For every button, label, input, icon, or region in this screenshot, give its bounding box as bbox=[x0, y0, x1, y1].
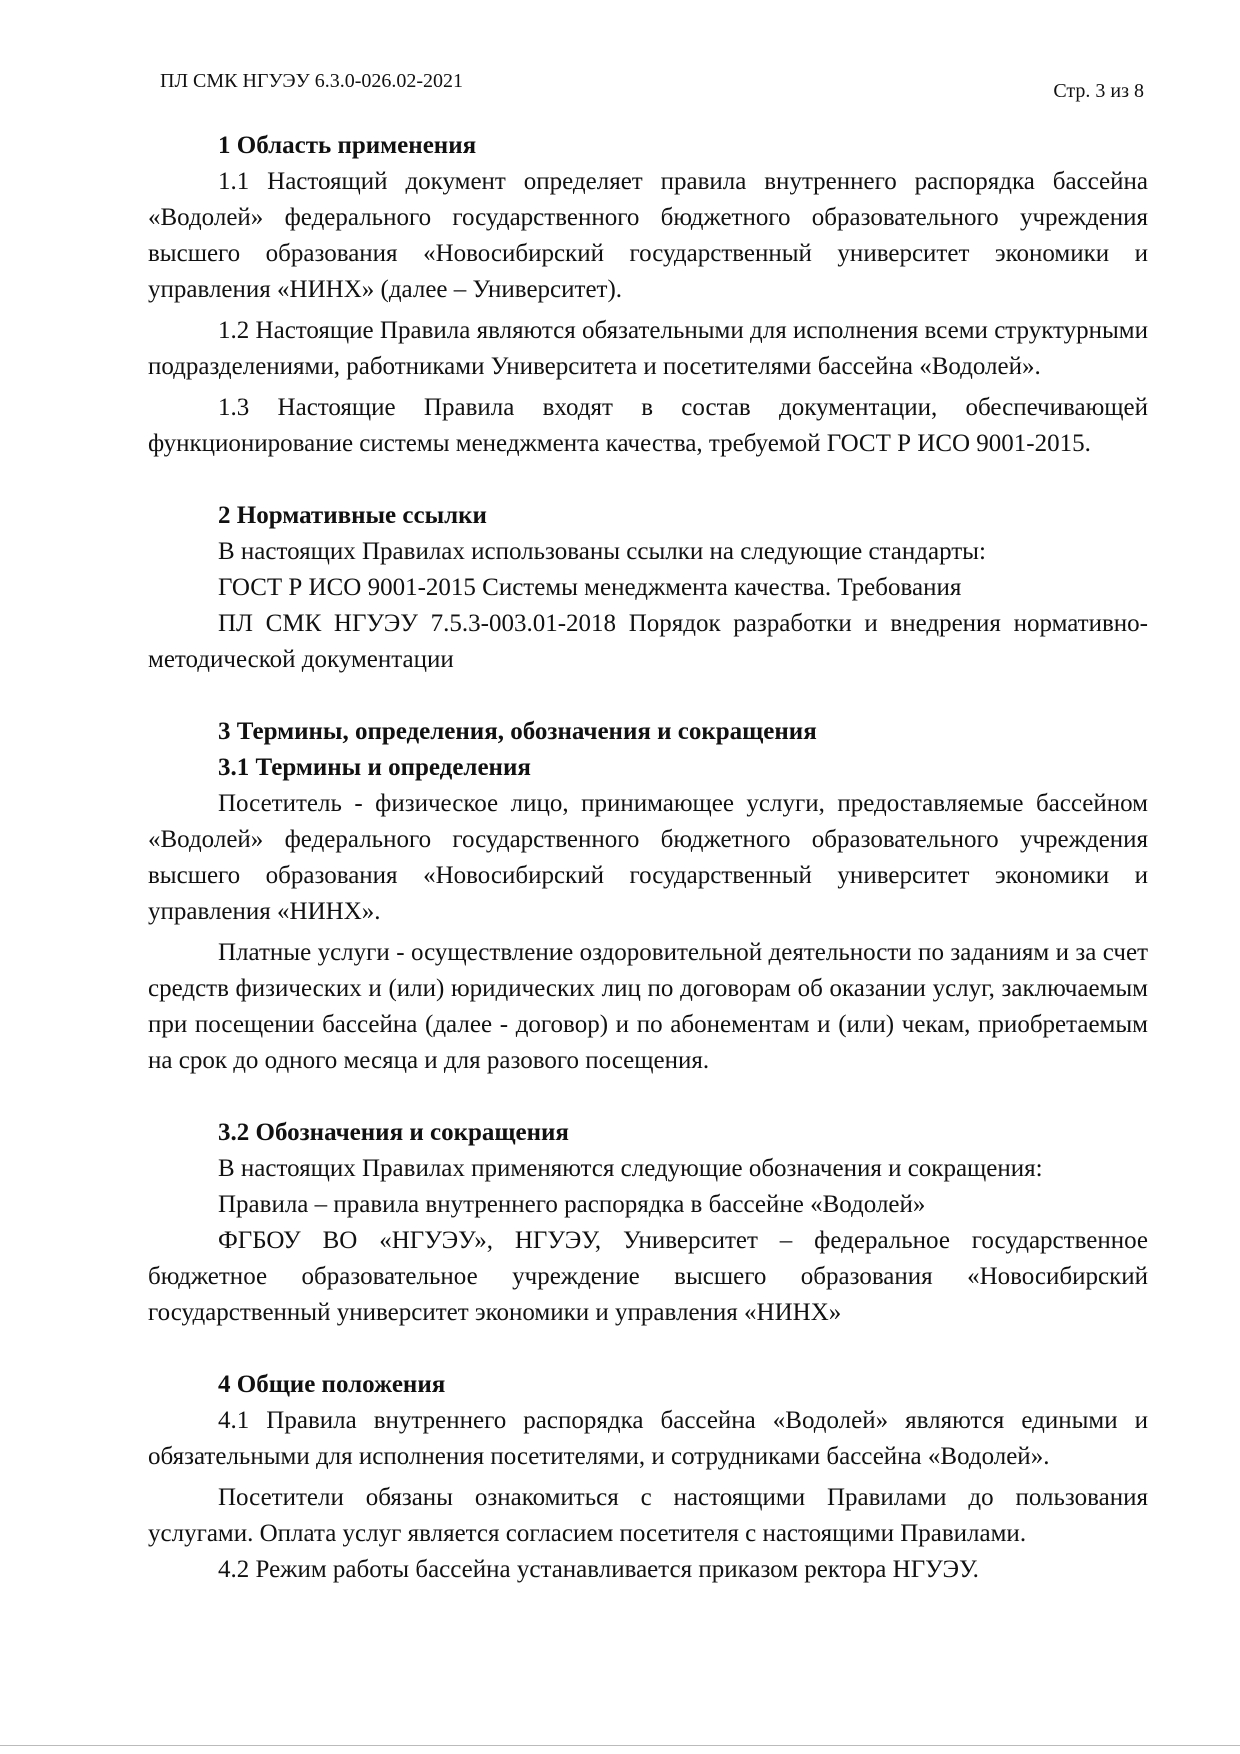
paragraph-3-1-paid-services: Платные услуги - осуществление оздоровительной деятельности по заданиям и за счет средств физических и (или) юридических лиц по договорам об оказании услуг, заключаемым при посещении бассейна (далее - договор) и по абонементам и (или) чекам, приобретаемым на срок до одного месяца и для разового посещения. bbox=[148, 939, 1148, 1074]
section-1-heading: 1 Область применения bbox=[218, 132, 477, 159]
section-3-heading: 3 Термины, определения, обозначения и сокращения bbox=[218, 718, 817, 745]
paragraph-3-2-rules: Правила – правила внутреннего распорядка в бассейне «Водолей» bbox=[218, 1191, 926, 1218]
paragraph-2-ref-2: ПЛ СМК НГУЭУ 7.5.3-003.01-2018 Порядок разработки и внедрения нормативно-методической документации bbox=[148, 610, 1148, 673]
bottom-scan-edge bbox=[0, 1745, 1240, 1746]
paragraph-1-3: 1.3 Настоящие Правила входят в состав документации, обеспечивающей функционирование системы менеджмента качества, требуемой ГОСТ Р ИСО 9001-2015. bbox=[148, 394, 1148, 457]
subsection-3-1-heading: 3.1 Термины и определения bbox=[218, 754, 531, 781]
paragraph-4-1-visitors: Посетители обязаны ознакомиться с настоящими Правилами до пользования услугами. Оплата услуг является согласием посетителя с настоящими Правилами. bbox=[148, 1484, 1148, 1547]
paragraph-3-2-intro: В настоящих Правилах применяются следующие обозначения и сокращения: bbox=[218, 1155, 1043, 1182]
section-2-heading: 2 Нормативные ссылки bbox=[218, 502, 487, 529]
section-4-heading: 4 Общие положения bbox=[218, 1371, 446, 1398]
paragraph-2-ref-1: ГОСТ Р ИСО 9001-2015 Системы менеджмента качества. Требования bbox=[218, 574, 962, 601]
document-code: ПЛ СМК НГУЭУ 6.3.0-026.02-2021 bbox=[160, 70, 464, 92]
paragraph-4-1: 4.1 Правила внутреннего распорядка бассейна «Водолей» являются едиными и обязательными для исполнения посетителями, и сотрудниками бассейна «Водолей». bbox=[148, 1407, 1148, 1470]
paragraph-3-2-university: ФГБОУ ВО «НГУЭУ», НГУЭУ, Университет – федеральное государственное бюджетное образовательное учреждение высшего образования «Новосибирский государственный университет экономики и управления «НИНХ» bbox=[148, 1227, 1148, 1326]
document-body bbox=[148, 128, 1148, 1588]
paragraph-1-1: 1.1 Настоящий документ определяет правила внутреннего распорядка бассейна «Водолей» федерального государственного бюджетного образовательного учреждения высшего образования «Новосибирский государственный университет экономики и управления «НИНХ» (далее – Университет). bbox=[148, 168, 1148, 303]
paragraph-2-intro: В настоящих Правилах использованы ссылки на следующие стандарты: bbox=[218, 538, 986, 565]
paragraph-4-2: 4.2 Режим работы бассейна устанавливается приказом ректора НГУЭУ. bbox=[218, 1556, 979, 1583]
subsection-3-2-heading: 3.2 Обозначения и сокращения bbox=[218, 1119, 569, 1146]
paragraph-3-1-visitor: Посетитель - физическое лицо, принимающее услуги, предоставляемые бассейном «Водолей» федерального государственного бюджетного образовательного учреждения высшего образования «Новосибирский государственный университет экономики и управления «НИНХ». bbox=[148, 790, 1148, 925]
paragraph-1-2: 1.2 Настоящие Правила являются обязательными для исполнения всеми структурными подразделениями, работниками Университета и посетителями бассейна «Водолей». bbox=[148, 317, 1148, 380]
page-number: Стр. 3 из 8 bbox=[1053, 80, 1144, 102]
